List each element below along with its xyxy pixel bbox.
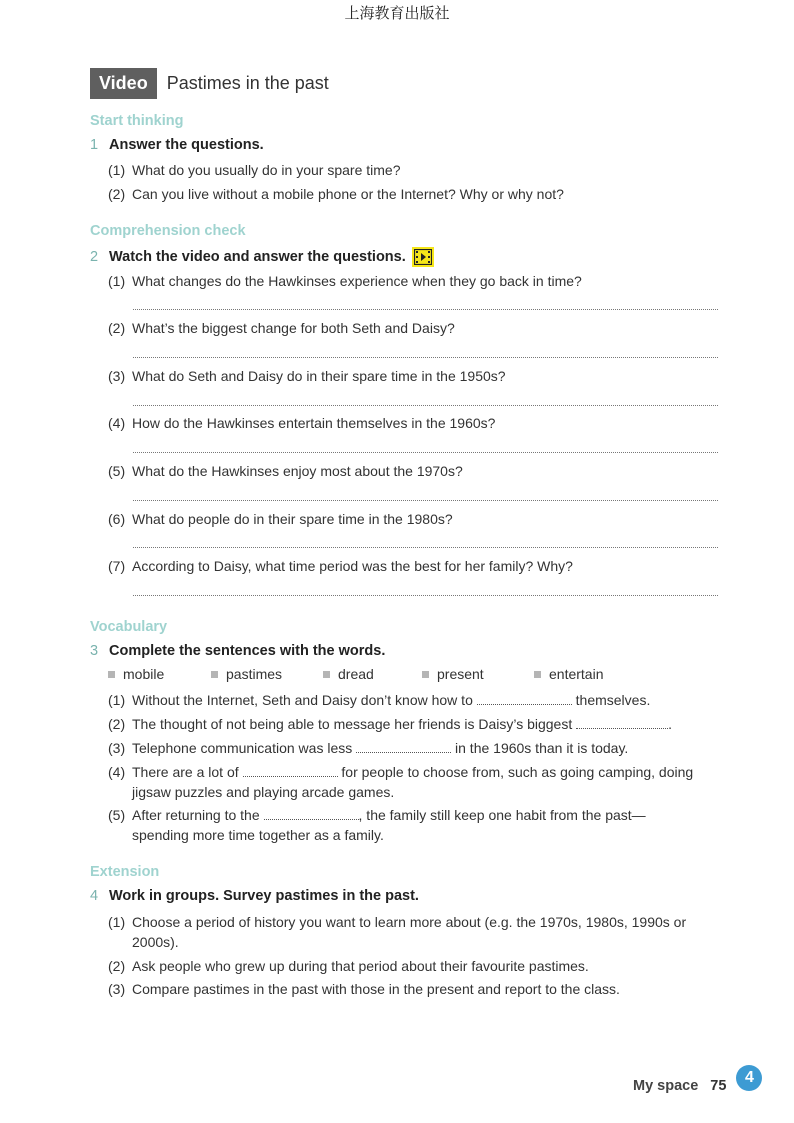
section-start-thinking: Start thinking (90, 113, 184, 129)
task-number: 1 (90, 137, 99, 153)
video-label: Video (90, 68, 157, 99)
task-title: Answer the questions. (109, 137, 264, 153)
task-4-heading (90, 888, 419, 904)
publisher-name: 上海教育出版社 (344, 4, 450, 22)
question-item: (1) What do you usually do in your spare time? (108, 162, 401, 178)
task-number: 3 (90, 643, 99, 659)
section-extension: Extension (90, 864, 160, 880)
sentence-item: (3) Telephone communication was less in the 1960s than it is today. (108, 740, 629, 756)
question-item: (3) What do Seth and Daisy do in their spare time in the 1950s? (108, 368, 506, 384)
answer-line[interactable] (133, 309, 718, 310)
page-footer (633, 1069, 762, 1094)
fill-blank[interactable] (243, 762, 338, 777)
sentence-item: (4) There are a lot of for people to choose from, such as going camping, doing jigsaw puzzles and playing arcade games. (108, 764, 694, 800)
task-2-heading (90, 247, 434, 267)
question-item: (6) What do people do in their spare time in the 1980s? (108, 511, 453, 527)
question-item: (4) How do the Hawkinses entertain themselves in the 1960s? (108, 415, 496, 431)
page-number: 75 (710, 1078, 727, 1094)
answer-line[interactable] (133, 452, 718, 453)
word-bank-item: pastimes (211, 666, 323, 682)
fill-blank[interactable] (576, 714, 668, 729)
fill-blank[interactable] (477, 690, 572, 705)
answer-line[interactable] (133, 500, 718, 501)
task-1-heading (90, 137, 264, 153)
question-item: (5) What do the Hawkinses enjoy most about the 1970s? (108, 463, 463, 479)
sentence-item: (2) The thought of not being able to message her friends is Daisy’s biggest . (108, 716, 673, 732)
video-clip-icon[interactable] (412, 247, 434, 267)
video-header (90, 68, 329, 99)
footer-unit-name: My space (633, 1078, 699, 1094)
word-bank-item: dread (323, 666, 422, 682)
word-bank (108, 666, 603, 682)
answer-line[interactable] (133, 405, 718, 406)
sentence-item: (1) Without the Internet, Seth and Daisy don’t know how to themselves. (108, 692, 651, 708)
instruction-item: (1) Choose a period of history you want to learn more about (e.g. the 1970s, 1980s, 1990s or 2000s). (108, 914, 687, 950)
question-item: (2) What’s the biggest change for both Seth and Daisy? (108, 320, 455, 336)
task-3-heading (90, 643, 385, 659)
unit-badge: 4 (736, 1065, 762, 1091)
answer-line[interactable] (133, 595, 718, 596)
question-item: (7) According to Daisy, what time period was the best for her family? Why? (108, 558, 573, 574)
answer-line[interactable] (133, 357, 718, 358)
section-comprehension-check: Comprehension check (90, 223, 246, 239)
task-number: 2 (90, 249, 99, 265)
word-bank-item: mobile (108, 666, 211, 682)
word-bank-item: present (422, 666, 534, 682)
section-vocabulary: Vocabulary (90, 619, 168, 635)
page-title: Pastimes in the past (166, 73, 329, 93)
task-title: Watch the video and answer the questions. (109, 249, 406, 265)
word-bank-item: entertain (534, 666, 603, 682)
answer-line[interactable] (133, 547, 718, 548)
fill-blank[interactable] (264, 805, 359, 820)
question-item: (2) Can you live without a mobile phone or the Internet? Why or why not? (108, 186, 564, 202)
fill-blank[interactable] (356, 738, 451, 753)
task-title: Complete the sentences with the words. (109, 643, 386, 659)
question-item: (1) What changes do the Hawkinses experience when they go back in time? (108, 273, 582, 289)
task-title: Work in groups. Survey pastimes in the past. (109, 888, 419, 904)
instruction-item: (2) Ask people who grew up during that period about their favourite pastimes. (108, 958, 589, 974)
sentence-item: (5) After returning to the , the family still keep one habit from the past— spending more time together as a family. (108, 807, 646, 843)
instruction-item: (3) Compare pastimes in the past with those in the present and report to the class. (108, 981, 620, 997)
task-number: 4 (90, 888, 99, 904)
